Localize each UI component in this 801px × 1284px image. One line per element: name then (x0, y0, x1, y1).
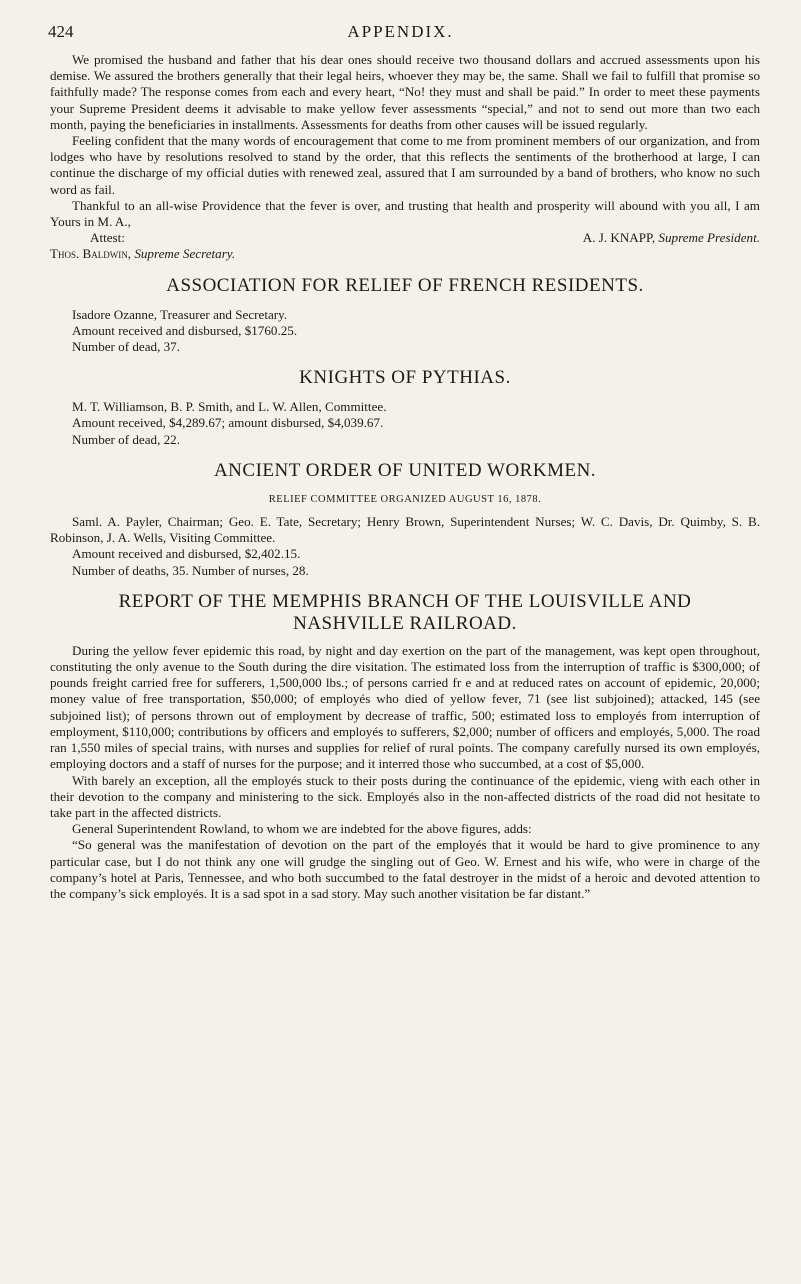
report-quote: “So general was the manifestation of devotion on the part of the employés that it would be hard to give prominence to any particular case, but I do not think any one will grudge the singling out of Geo. W. Ernest and his wife, who were in charge of the company’s hotel at Paris, Tennessee, and who both succumbed to the fatal destroyer in the midst of a heroic and devoted attention to the company’s sick employés. It is a sad spot in a sad story. May such another visitation be far distant.” (50, 837, 760, 901)
page-header (0, 18, 801, 46)
section-title: ASSOCIATION FOR RELIEF OF FRENCH RESIDENTS. (166, 274, 644, 296)
section-line: Number of deaths, 35. Number of nurses, 28. (72, 562, 309, 578)
section-line: Amount received, $4,289.67; amount disbursed, $4,039.67. (72, 415, 384, 431)
section-title: ANCIENT ORDER OF UNITED WORKMEN. (213, 459, 597, 481)
signer-name: A. J. KNAPP, (582, 230, 656, 246)
section-line: Amount received and disbursed, $2,402.15. (72, 546, 301, 562)
report-paragraph: General Superintendent Rowland, to whom we are indebted for the above figures, adds: (72, 821, 532, 837)
secretary-title: Supreme Secretary. (134, 246, 236, 262)
letter-paragraph: Feeling confident that the many words of encouragement that come to me from prominent members of our organization, and from lodges who have by resolutions resolved to stand by the order, that this reflects the sentiments of the brotherhood at large, I can continue the discharge of my official duties with renewed zeal, assured that I am surrounded by a band of brothers, who know no such word as fail. (50, 133, 760, 197)
section-paragraph: Saml. A. Payler, Chairman; Geo. E. Tate, Secretary; Henry Brown, Superintendent Nurses; W. C. Davis, Dr. Quimby, S. B. Robinson, J. A. Wells, Visiting Committee. (50, 514, 760, 546)
running-head: APPENDIX. (347, 22, 454, 41)
section-line: Isadore Ozanne, Treasurer and Secretary. (72, 306, 288, 322)
section-line: M. T. Williamson, B. P. Smith, and L. W. Allen, Committee. (72, 399, 387, 415)
signer-title: Supreme President. (658, 230, 760, 246)
section-title-line: REPORT OF THE MEMPHIS BRANCH OF THE LOUISVILLE AND (118, 590, 692, 612)
page-body (50, 52, 760, 902)
secretary-name: Thos. Baldwin, (50, 246, 132, 262)
secretary-line (50, 246, 760, 262)
section-title: KNIGHTS OF PYTHIAS. (299, 367, 511, 389)
section-line: Number of dead, 22. (72, 431, 180, 447)
section-subtitle: RELIEF COMMITTEE ORGANIZED AUGUST 16, 1878. (268, 493, 542, 505)
signature (583, 230, 760, 246)
page-number: 424 (48, 22, 74, 41)
attest-label: Attest: (90, 230, 125, 246)
report-paragraph: With barely an exception, all the employés stuck to their posts during the continuance of the epidemic, vieng with each other in their devotion to the company and ministering to the sick. Employés also in the non-affected districts of the road did not hesitate to take part in the affected districts. (50, 772, 760, 820)
section-line: Number of dead, 37. (72, 339, 180, 355)
section-title (50, 591, 760, 635)
report-paragraph: During the yellow fever epidemic this road, by night and day exertion on the part of the management, was kept open throughout, constituting the only avenue to the South during the dire visitation. The estimated loss from the interruption of traffic is $300,000; of pounds freight carried free for sufferers, 1,500,000 lbs.; of persons carried fr e and at reduced rates on account of epidemic, 20,000; money value of free transportation, $50,000; of employés who died of yellow fever, 71 (see list subjoined); attacked, 145 (see subjoined list); of persons thrown out of employment by decrease of traffic, 500; estimated loss to employés from interruption of employment, $110,000; contributions by officers and employés to sufferers, $2,000; number of officers and employés, 5,000. The road ran 1,550 miles of special trains, with nurses and supplies for relief of rural points. The company carefully nursed its own employés, employing doctors and a staff of nurses for the purpose; and it interred those who succumbed, at a cost of $5,000. (50, 642, 760, 772)
letter-paragraph: We promised the husband and father that his dear ones should receive two thousand dollars and accrued assessments upon his demise. We assured the brothers generally that their legal heirs, whoever they may be, the same. Shall we fail to fulfill that promise so faithfully made? The response comes from each and every heart, “No! they must and shall be paid.” In order to meet these payments your Supreme President deems it advisable to make yellow fever assessments “special,” and not to send out more than two each month, paying the beneficiaries in installments. Assessments for deaths from other causes will be issued regularly. (50, 52, 760, 132)
section-title-line: NASHVILLE RAILROAD. (293, 612, 517, 634)
attest-row (50, 230, 760, 246)
section-line: Amount received and disbursed, $1760.25. (72, 322, 298, 338)
letter-paragraph: Thankful to an all-wise Providence that the fever is over, and trusting that health and prosperity will abound with you all, I am Yours in M. A., (50, 197, 760, 230)
